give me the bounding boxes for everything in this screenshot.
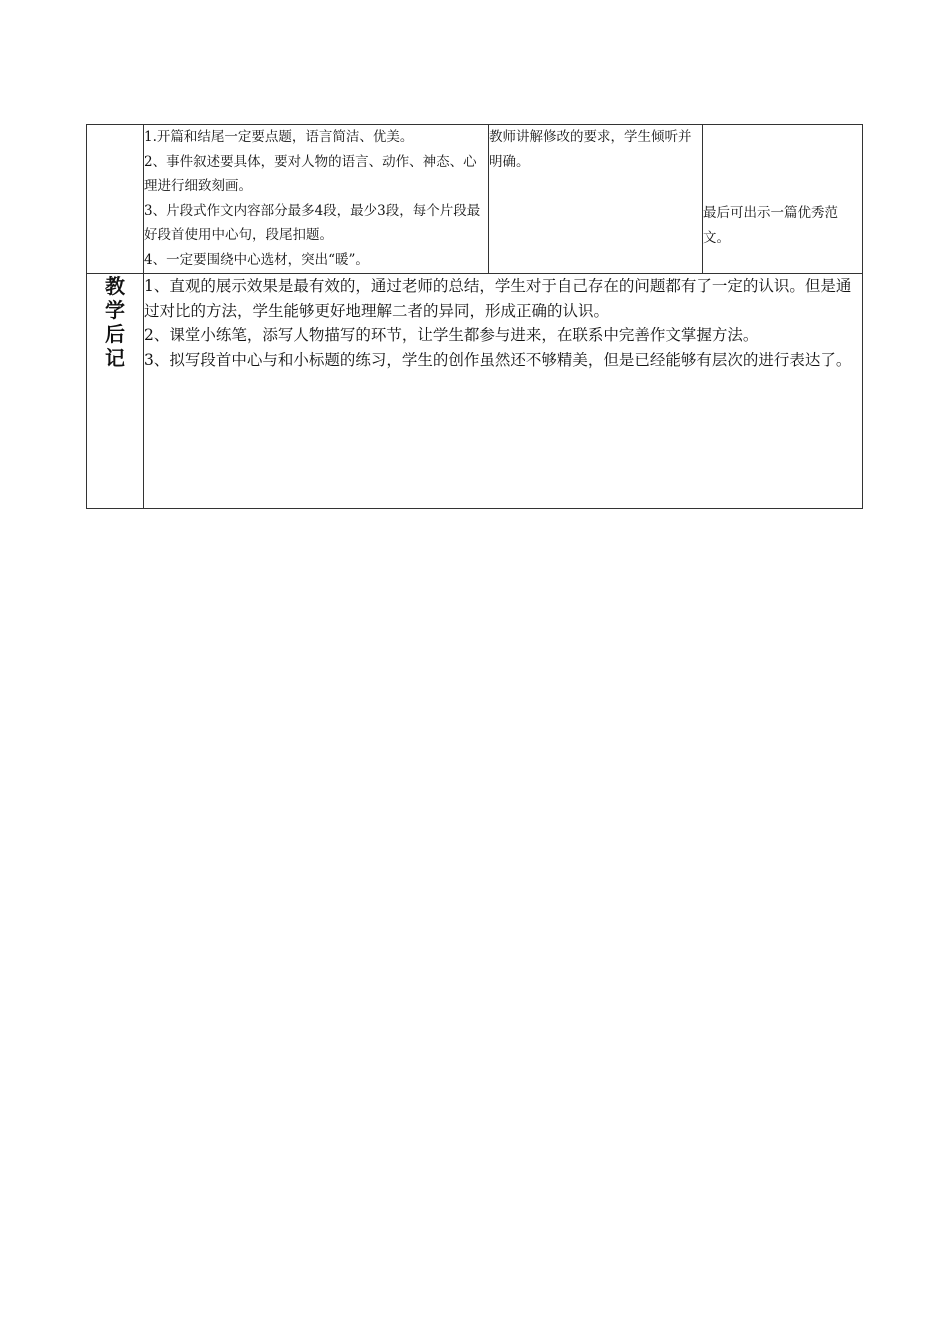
requirements-row [87, 125, 863, 274]
reflection-row [87, 274, 863, 509]
notes-cell [703, 125, 863, 274]
label-char: 教 [105, 274, 125, 298]
reflection-item: 2、课堂小练笔，添写人物描写的环节，让学生都参与进来，在联系中完善作文掌握方法。 [144, 326, 759, 344]
requirement-item: 4、一定要围绕中心选材，突出“暖”。 [144, 251, 369, 268]
notes-wrapper [703, 125, 862, 250]
requirements-cell [144, 125, 489, 274]
requirement-item: 1.开篇和结尾一定要点题，语言简洁、优美。 [144, 129, 414, 145]
empty-label-cell [87, 125, 144, 274]
label-char: 后 [105, 322, 125, 346]
teacher-activity-cell [489, 125, 703, 274]
reflection-item: 1、直观的展示效果是最有效的，通过老师的总结，学生对于自己存在的问题都有了一定的认识。但是通过对比的方法，学生能够更好地理解二者的异同，形成正确的认识。 [144, 277, 852, 320]
reflection-content-cell [144, 274, 863, 509]
reflection-label-cell [87, 274, 144, 509]
notes-text: 最后可出示一篇优秀范文。 [703, 205, 838, 246]
requirement-item: 3、片段式作文内容部分最多4段，最少3段，每个片段最好段首使用中心句，段尾扣题。 [144, 202, 481, 243]
label-char: 记 [105, 346, 125, 370]
label-char: 学 [105, 298, 125, 322]
lesson-plan-table [86, 124, 863, 509]
requirement-item: 2、事件叙述要具体，要对人物的语言、动作、神态、心理进行细致刻画。 [144, 153, 477, 194]
teacher-activity-text: 教师讲解修改的要求，学生倾听并明确。 [489, 129, 692, 170]
reflection-item: 3、拟写段首中心与和小标题的练习，学生的创作虽然还不够精美，但是已经能够有层次的进行表达了。 [144, 350, 852, 369]
